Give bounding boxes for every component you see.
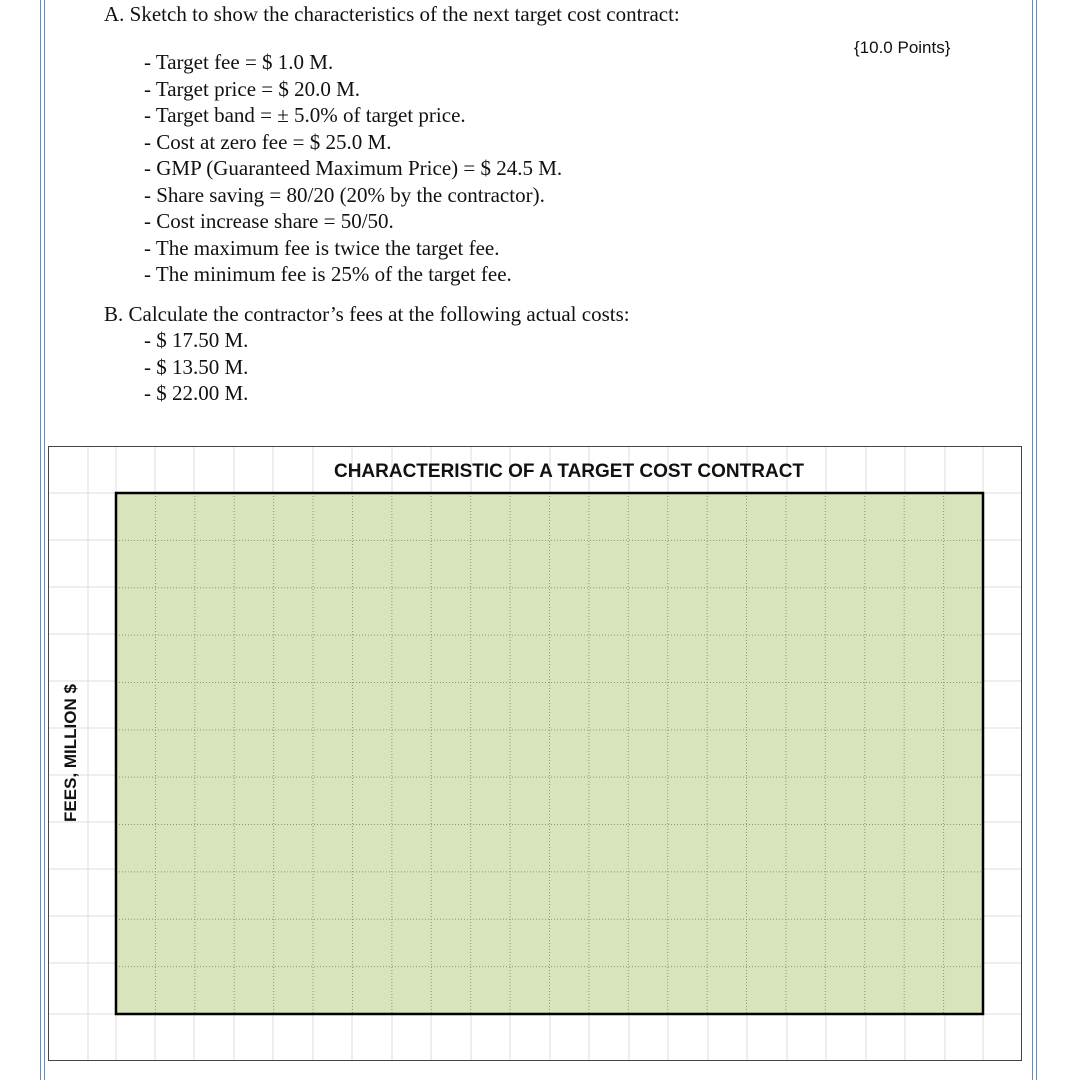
page-border-right-outer bbox=[1036, 0, 1037, 1080]
y-axis-label: FEES, MILLION $ bbox=[61, 684, 80, 822]
part-a-title: A. Sketch to show the characteristics of the next target cost contract: bbox=[104, 2, 680, 26]
points-label: {10.0 Points} bbox=[854, 38, 951, 57]
spec-target-band: - Target band = ± 5.0% of target price. bbox=[144, 103, 466, 127]
chart-area bbox=[48, 446, 1023, 1062]
spec-gmp: - GMP (Guaranteed Maximum Price) = $ 24.5 M. bbox=[144, 156, 563, 180]
actual-cost-item: - $ 22.00 M. bbox=[144, 381, 249, 405]
spec-share-saving: - Share saving = 80/20 (20% by the contractor). bbox=[144, 182, 545, 207]
page-border-right-inner bbox=[1032, 0, 1033, 1080]
actual-costs-list bbox=[144, 327, 248, 407]
chart-title: CHARACTERISTIC OF A TARGET COST CONTRACT bbox=[333, 461, 805, 482]
spec-maximum-fee: - The maximum fee is twice the target fee. bbox=[144, 235, 500, 260]
spec-minimum-fee: - The minimum fee is 25% of the target fee. bbox=[144, 262, 512, 286]
page-border-left-outer bbox=[40, 0, 41, 1080]
part-b-title: B. Calculate the contractor’s fees at the following actual costs: bbox=[104, 302, 630, 326]
chart-svg bbox=[48, 446, 1023, 1062]
spec-target-price: - Target price = $ 20.0 M. bbox=[144, 76, 361, 101]
actual-cost-item: - $ 17.50 M. bbox=[144, 328, 249, 352]
spec-cost-increase-share: - Cost increase share = 50/50. bbox=[144, 209, 394, 233]
spec-cost-at-zero-fee: - Cost at zero fee = $ 25.0 M. bbox=[144, 129, 392, 154]
spec-target-fee: - Target fee = $ 1.0 M. bbox=[144, 50, 334, 74]
actual-cost-item: - $ 13.50 M. bbox=[144, 354, 249, 379]
page-border-left-inner bbox=[44, 0, 45, 1080]
contract-spec-list bbox=[144, 49, 562, 288]
